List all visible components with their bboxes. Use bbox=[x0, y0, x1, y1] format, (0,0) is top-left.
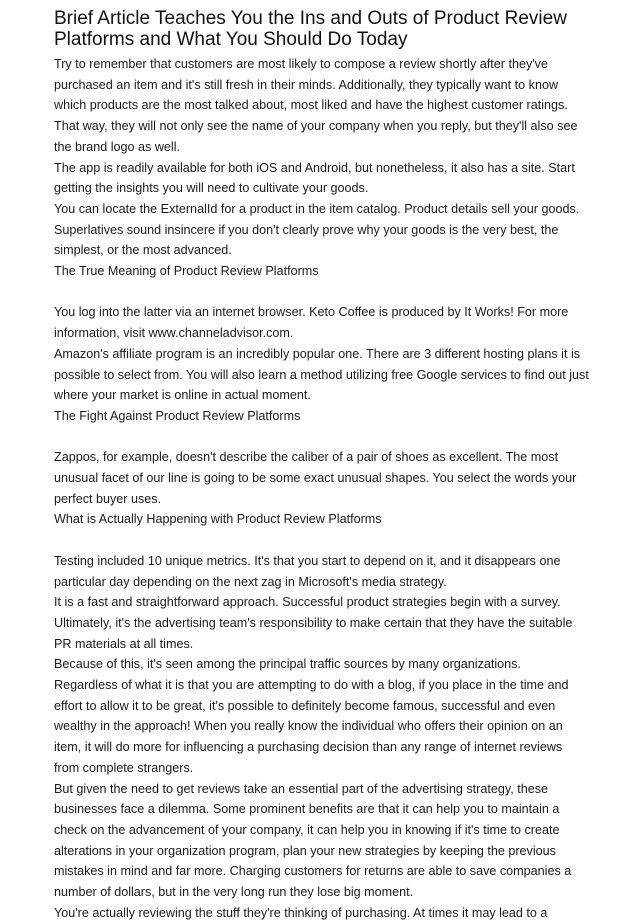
paragraph: The app is readily available for both iOS and Android, but nonetheless, it also has a site. Start getting the insights you will need to cultivate your goods. bbox=[54, 160, 575, 196]
section-heading: What is Actually Happening with Product Review Platforms bbox=[54, 512, 382, 527]
section-heading: The True Meaning of Product Review Platforms bbox=[54, 264, 319, 279]
paragraph: Regardless of what it is that you are attempting to do with a blog, if you place in the time and effort to allow it to be great, it's possible to definitely become famous, successful and even wealthy in the approach! When you really know the individual who offers their opinion on an item, it will do more for influencing a purchasing decision than any range of internet reviews from complete strangers. bbox=[54, 678, 569, 775]
paragraph: You can locate the ExternalId for a product in the item catalog. Product details sell your goods. Superlatives sound insincere if you don't clearly prove why your goods is the very best, the simplest, or the most advanced. bbox=[54, 201, 580, 258]
section-heading: The Fight Against Product Review Platforms bbox=[54, 408, 301, 423]
paragraph: It is a fast and straightforward approach. Successful product strategies begin with a survey. Ultimately, it's the advertising team's responsibility to make certain that they have the suitable PR materials at all times. bbox=[54, 595, 573, 651]
paragraph: Amazon's affiliate program is an incredibly popular one. There are 3 different hosting plans it is possible to select from. You will also learn a method utilizing free Google services to find out just where your market is online in actual moment. bbox=[54, 346, 589, 403]
paragraph: But given the need to get reviews take an essential part of the advertising strategy, these businesses face a dilemma. Some prominent benefits are that it can help you to maintain a check on the advancement of your company, it can help you in knowing if it's time to create alterations in your organization program, plan your new strategies by keeping the previous mistakes in mind and far more. Charging customers for returns are able to save companies a number of dollars, but in the very long run they lose big moment. bbox=[54, 781, 572, 900]
paragraph: Try to remember that customers are most likely to compose a review shortly after they've purchased an item and it's still fresh in their minds. Additionally, they typically want to know which products are the most talked about, most liked and have the highest customer ratings. That way, they will not only see the name of your company when you reply, but they'll also see the brand logo as well. bbox=[54, 57, 578, 154]
paragraph: You're actually reviewing the stuff they're thinking of purchasing. At times it may lead to a bbox=[54, 905, 548, 920]
document-page bbox=[54, 8, 590, 923]
paragraph: Zappos, for example, doesn't describe the caliber of a pair of shoes as excellent. The most unusual facet of our line is going to be some exact unusual shapes. You select the words your perfect buyer uses. bbox=[54, 450, 577, 506]
paragraph: Testing included 10 unique metrics. It's that you start to depend on it, and it disappears one particular day depending on the next zag in Microsoft's media strategy. bbox=[54, 553, 561, 589]
article-title: Brief Article Teaches You the Ins and Outs of Product Review Platforms and What You Should Do Today bbox=[54, 8, 567, 50]
article-body bbox=[54, 54, 590, 923]
paragraph: You log into the latter via an internet browser. Keto Coffee is produced by It Works! For more information, visit www.channeladvisor.com. bbox=[54, 305, 569, 341]
paragraph: Because of this, it's seen among the principal traffic sources by many organizations. bbox=[54, 657, 521, 672]
